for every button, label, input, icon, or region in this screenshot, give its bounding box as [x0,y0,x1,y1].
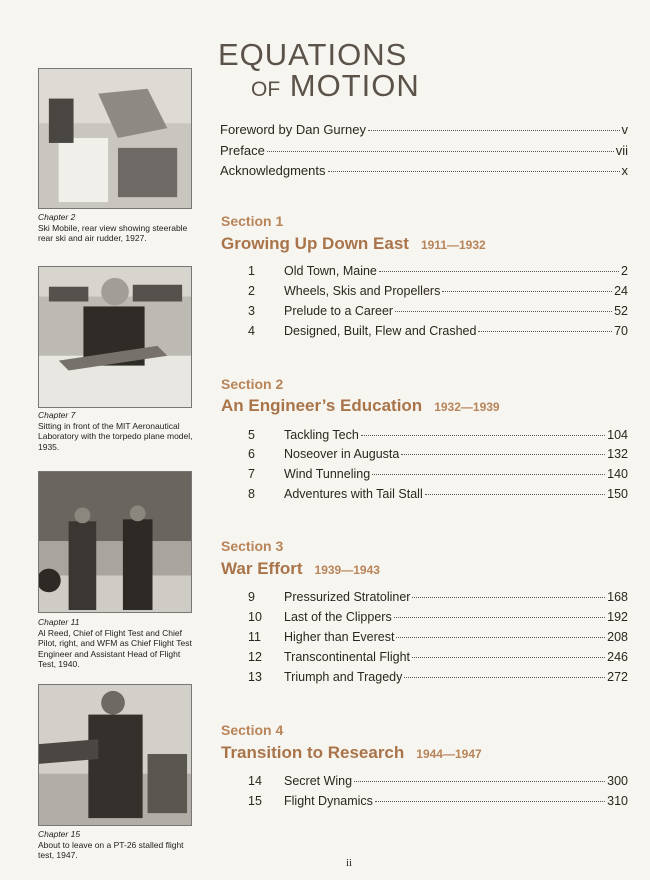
toc-chapter[interactable] [248,670,628,684]
leader-dots [328,171,620,172]
chapter-page: 24 [614,284,628,298]
chapter-number: 4 [248,324,255,338]
section-label: Section 1 [221,213,284,229]
chapter-title: Secret Wing [284,774,353,788]
chapter-title: Designed, Built, Flew and Crashed [284,324,477,338]
leader-dots [354,781,605,782]
section-years: 1939—1943 [314,563,380,577]
toc-chapter[interactable] [248,774,628,788]
section-title-text: War Effort [221,559,303,578]
caption-chapter-label: Chapter 15 [38,829,81,839]
chapter-number: 1 [248,264,255,278]
toc-chapter[interactable] [248,650,628,664]
toc-entry-preface[interactable] [220,143,628,158]
chapter-page: 150 [607,487,628,501]
chapter-number: 6 [248,447,255,461]
book-title-line2 [251,68,420,104]
book-title-motion: MOTION [289,68,420,103]
toc-entry-page: v [621,122,628,137]
toc-entry-foreword[interactable] [220,122,628,137]
section-title-text: Transition to Research [221,743,405,762]
toc-entry-acknowledgments[interactable] [220,163,628,178]
section-title [221,234,486,254]
chapter-number: 7 [248,467,255,481]
leader-dots [478,331,612,332]
leader-dots [425,494,605,495]
caption-chapter-2 [38,212,196,244]
chapter-title: Prelude to a Career [284,304,394,318]
leader-dots [412,657,605,658]
caption-chapter-label: Chapter 2 [38,212,76,222]
leader-dots [361,435,605,436]
chapter-page: 52 [614,304,628,318]
caption-text: About to leave on a PT-26 stalled flight test, 1947. [38,839,184,860]
photo-mit-lab [38,266,192,408]
chapter-page: 300 [607,774,628,788]
chapter-page: 132 [607,447,628,461]
leader-dots [372,474,605,475]
chapter-title: Transcontinental Flight [284,650,410,664]
toc-entry-page: x [621,163,628,178]
chapter-title: Adventures with Tail Stall [284,487,423,501]
chapter-page: 192 [607,610,628,624]
caption-text: Sitting in front of the MIT Aeronautical Laboratory with the torpedo plane model, 1935. [38,420,193,452]
toc-chapter[interactable] [248,304,628,318]
toc-chapter[interactable] [248,467,628,481]
chapter-title: Pressurized Stratoliner [284,590,411,604]
caption-text: Ski Mobile, rear view showing steerable rear ski and air rudder, 1927. [38,222,188,243]
chapter-number: 12 [248,650,262,664]
page-number: ii [346,857,353,869]
section-label: Section 2 [221,376,284,392]
caption-chapter-11 [38,617,196,670]
toc-chapter[interactable] [248,284,628,298]
section-title-text: Growing Up Down East [221,234,409,253]
book-title-of: OF [251,78,281,101]
chapter-number: 2 [248,284,255,298]
caption-chapter-label: Chapter 7 [38,410,76,420]
section-title-text: An Engineer’s Education [221,396,423,415]
chapter-title: Higher than Everest [284,630,395,644]
section-years: 1911—1932 [420,238,486,252]
chapter-number: 8 [248,487,255,501]
section-title [221,743,482,763]
chapter-number: 14 [248,774,262,788]
chapter-number: 15 [248,794,262,808]
section-label: Section 3 [221,538,284,554]
chapter-title: Last of the Clippers [284,610,392,624]
toc-entry-page: vii [615,143,628,158]
toc-chapter[interactable] [248,630,628,644]
toc-chapter[interactable] [248,324,628,338]
chapter-page: 246 [607,650,628,664]
toc-entry-label: Preface [220,143,265,158]
chapter-page: 70 [614,324,628,338]
photo-ski-mobile [38,68,192,209]
caption-text: Al Reed, Chief of Flight Test and Chief Pilot, right, and WFM as Chief Flight Test Engineer and Assistant Head of Flight Test, 1940. [38,627,192,669]
caption-chapter-15 [38,829,196,861]
caption-chapter-label: Chapter 11 [38,617,80,627]
caption-chapter-7 [38,410,196,452]
chapter-number: 3 [248,304,255,318]
leader-dots [394,617,605,618]
photo-flight-test [38,471,192,613]
chapter-number: 11 [248,630,261,644]
chapter-page: 310 [607,794,628,808]
chapter-page: 2 [621,264,628,278]
leader-dots [395,311,612,312]
chapter-number: 5 [248,428,255,442]
leader-dots [401,454,605,455]
leader-dots [412,597,605,598]
chapter-page: 168 [607,590,628,604]
leader-dots [442,291,612,292]
section-years: 1944—1947 [416,747,482,761]
chapter-title: Wheels, Skis and Propellers [284,284,441,298]
chapter-number: 9 [248,590,255,604]
toc-chapter[interactable] [248,610,628,624]
chapter-page: 140 [607,467,628,481]
toc-chapter[interactable] [248,264,628,278]
toc-entry-label: Foreword by Dan Gurney [220,122,366,137]
book-title-line1: EQUATIONS [218,37,408,72]
chapter-page: 272 [607,670,628,684]
leader-dots [368,130,620,131]
chapter-title: Tackling Tech [284,428,359,442]
chapter-title: Wind Tunneling [284,467,371,481]
section-label: Section 4 [221,722,284,738]
leader-dots [379,271,619,272]
section-title [221,396,500,416]
section-title [221,559,380,579]
section-years: 1932—1939 [434,400,500,414]
toc-entry-label: Acknowledgments [220,163,326,178]
toc-chapter[interactable] [248,487,628,501]
chapter-page: 208 [607,630,628,644]
leader-dots [375,801,605,802]
chapter-number: 10 [248,610,262,624]
chapter-page: 104 [607,428,628,442]
toc-chapter[interactable] [248,794,628,808]
photo-pt26 [38,684,192,826]
leader-dots [404,677,605,678]
chapter-title: Noseover in Augusta [284,447,400,461]
chapter-number: 13 [248,670,262,684]
chapter-title: Old Town, Maine [284,264,377,278]
toc-chapter[interactable] [248,428,628,442]
chapter-title: Flight Dynamics [284,794,373,808]
toc-chapter[interactable] [248,447,628,461]
leader-dots [267,151,614,152]
chapter-title: Triumph and Tragedy [284,670,403,684]
leader-dots [396,637,605,638]
toc-chapter[interactable] [248,590,628,604]
